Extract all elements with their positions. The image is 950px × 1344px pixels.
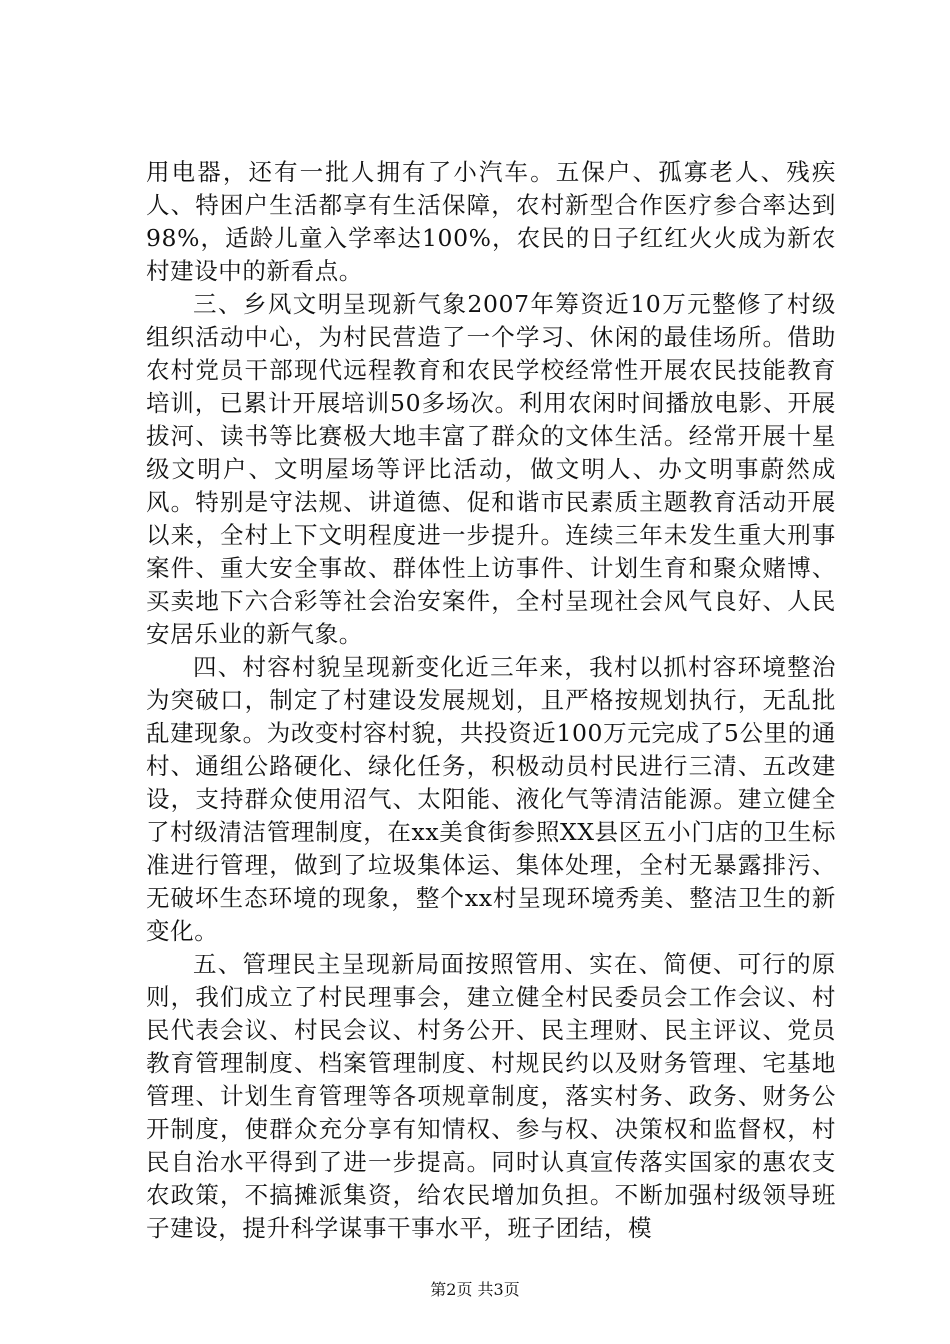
paragraph-rural-civilization: 三、乡风文明呈现新气象2007年筹资近10万元整修了村级组织活动中心，为村民营造了一个学习、休闲的最佳场所。借助农村党员干部现代远程教育和农民学校经常性开展农民技能教育培训，已累计开展培训50多场次。利用农闲时间播放电影、开展拔河、读书等比赛极大地丰富了群众的文体生活。经常开展十星级文明户、文明屋场等评比活动，做文明人、办文明事蔚然成风。特别是守法规、讲道德、促和谐市民素质主题教育活动开展以来，全村上下文明程度进一步提升。连续三年未发生重大刑事案件、重大安全事故、群体性上访事件、计划生育和聚众赌博、买卖地下六合彩等社会治安案件，全村呈现社会风气良好、人民安居乐业的新气象。	[146, 290, 836, 648]
document-body	[146, 156, 836, 1245]
paragraph-continuation: 用电器，还有一批人拥有了小汽车。五保户、孤寡老人、残疾人、特困户生活都享有生活保障，农村新型合作医疗参合率达到98%，适龄儿童入学率达100%，农民的日子红红火火成为新农村建设中的新看点。	[146, 158, 836, 285]
paragraph-democratic-management: 五、管理民主呈现新局面按照管用、实在、简便、可行的原则，我们成立了村民理事会，建立健全村民委员会工作会议、村民代表会议、村民会议、村务公开、民主理财、民主评议、党员教育管理制度、档案管理制度、村规民约以及财务管理、宅基地管理、计划生育管理等各项规章制度，落实村务、政务、财务公开制度，使群众充分享有知情权、参与权、决策权和监督权，村民自治水平得到了进一步提高。同时认真宣传落实国家的惠农支农政策，不搞摊派集资，给农民增加负担。不断加强村级领导班子建设，提升科学谋事干事水平，班子团结，模	[146, 950, 836, 1242]
paragraph-village-appearance: 四、村容村貌呈现新变化近三年来，我村以抓村容环境整治为突破口，制定了村建设发展规划，且严格按规划执行，无乱批乱建现象。为改变村容村貌，共投资近100万元完成了5公里的通村、通组公路硬化、绿化任务，积极动员村民进行三清、五改建设，支持群众使用沼气、太阳能、液化气等清洁能源。建立健全了村级清洁管理制度，在xx美食街参照XX县区五小门店的卫生标准进行管理，做到了垃圾集体运、集体处理，全村无暴露排污、无破坏生态环境的现象，整个xx村呈现环境秀美、整洁卫生的新变化。	[146, 653, 836, 945]
page-number-footer: 第2页 共3页	[430, 1280, 520, 1299]
